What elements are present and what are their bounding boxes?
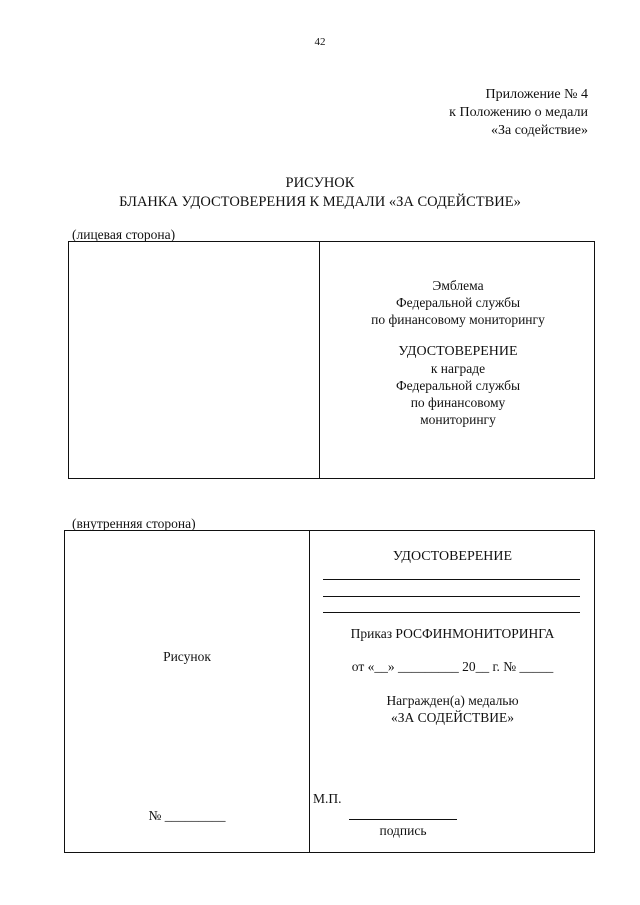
order-title: Приказ РОСФИНМОНИТОРИНГА bbox=[350, 626, 555, 641]
document-title bbox=[0, 174, 640, 212]
page-number: 42 bbox=[314, 36, 326, 48]
awarded-line-2: «ЗА СОДЕЙСТВИЕ» bbox=[391, 710, 514, 725]
stamp-place: М.П. bbox=[313, 791, 342, 806]
appendix-line-3: «За содействие» bbox=[490, 123, 588, 138]
blank-line-3 bbox=[323, 612, 580, 613]
title-line-2: БЛАНКА УДОСТОВЕРЕНИЯ К МЕДАЛИ «ЗА СОДЕЙСТВИЕ» bbox=[119, 194, 521, 210]
front-cert-line-4: мониторингу bbox=[420, 412, 496, 427]
number-field: № _________ bbox=[148, 808, 226, 823]
front-cert-line-1: к награде bbox=[430, 361, 486, 376]
signature-line bbox=[349, 819, 457, 820]
front-cert-line-2: Федеральной службы bbox=[395, 378, 521, 393]
front-side-box bbox=[68, 241, 595, 479]
inner-side-label: (внутренняя сторона) bbox=[72, 516, 196, 531]
signature-caption: подпись bbox=[379, 823, 427, 838]
awarded-line-1: Награжден(а) медалью bbox=[386, 693, 519, 708]
appendix-header bbox=[449, 86, 588, 140]
emblem-line-2: Федеральной службы bbox=[395, 295, 521, 310]
appendix-line-1: Приложение № 4 bbox=[485, 87, 588, 102]
emblem-line-3: по финансовому мониторингу bbox=[371, 312, 545, 327]
front-cert-line-3: по финансовому bbox=[410, 395, 506, 410]
blank-line-1 bbox=[323, 579, 580, 580]
front-side-label: (лицевая сторона) bbox=[72, 227, 176, 242]
front-cert-block bbox=[320, 343, 596, 428]
emblem-line-1: Эмблема bbox=[432, 278, 484, 293]
appendix-line-2: к Положению о медали bbox=[449, 105, 588, 120]
title-line-1: РИСУНОК bbox=[285, 175, 355, 191]
inner-cert-title: УДОСТОВЕРЕНИЕ bbox=[392, 549, 513, 564]
order-date-line: от «__» _________ 20__ г. № _____ bbox=[351, 659, 554, 674]
awarded-block bbox=[309, 692, 596, 726]
emblem-block bbox=[320, 277, 596, 328]
inner-side-box bbox=[64, 530, 595, 853]
blank-line-2 bbox=[323, 596, 580, 597]
front-cert-title: УДОСТОВЕРЕНИЕ bbox=[398, 344, 518, 359]
picture-placeholder: Рисунок bbox=[163, 649, 211, 664]
